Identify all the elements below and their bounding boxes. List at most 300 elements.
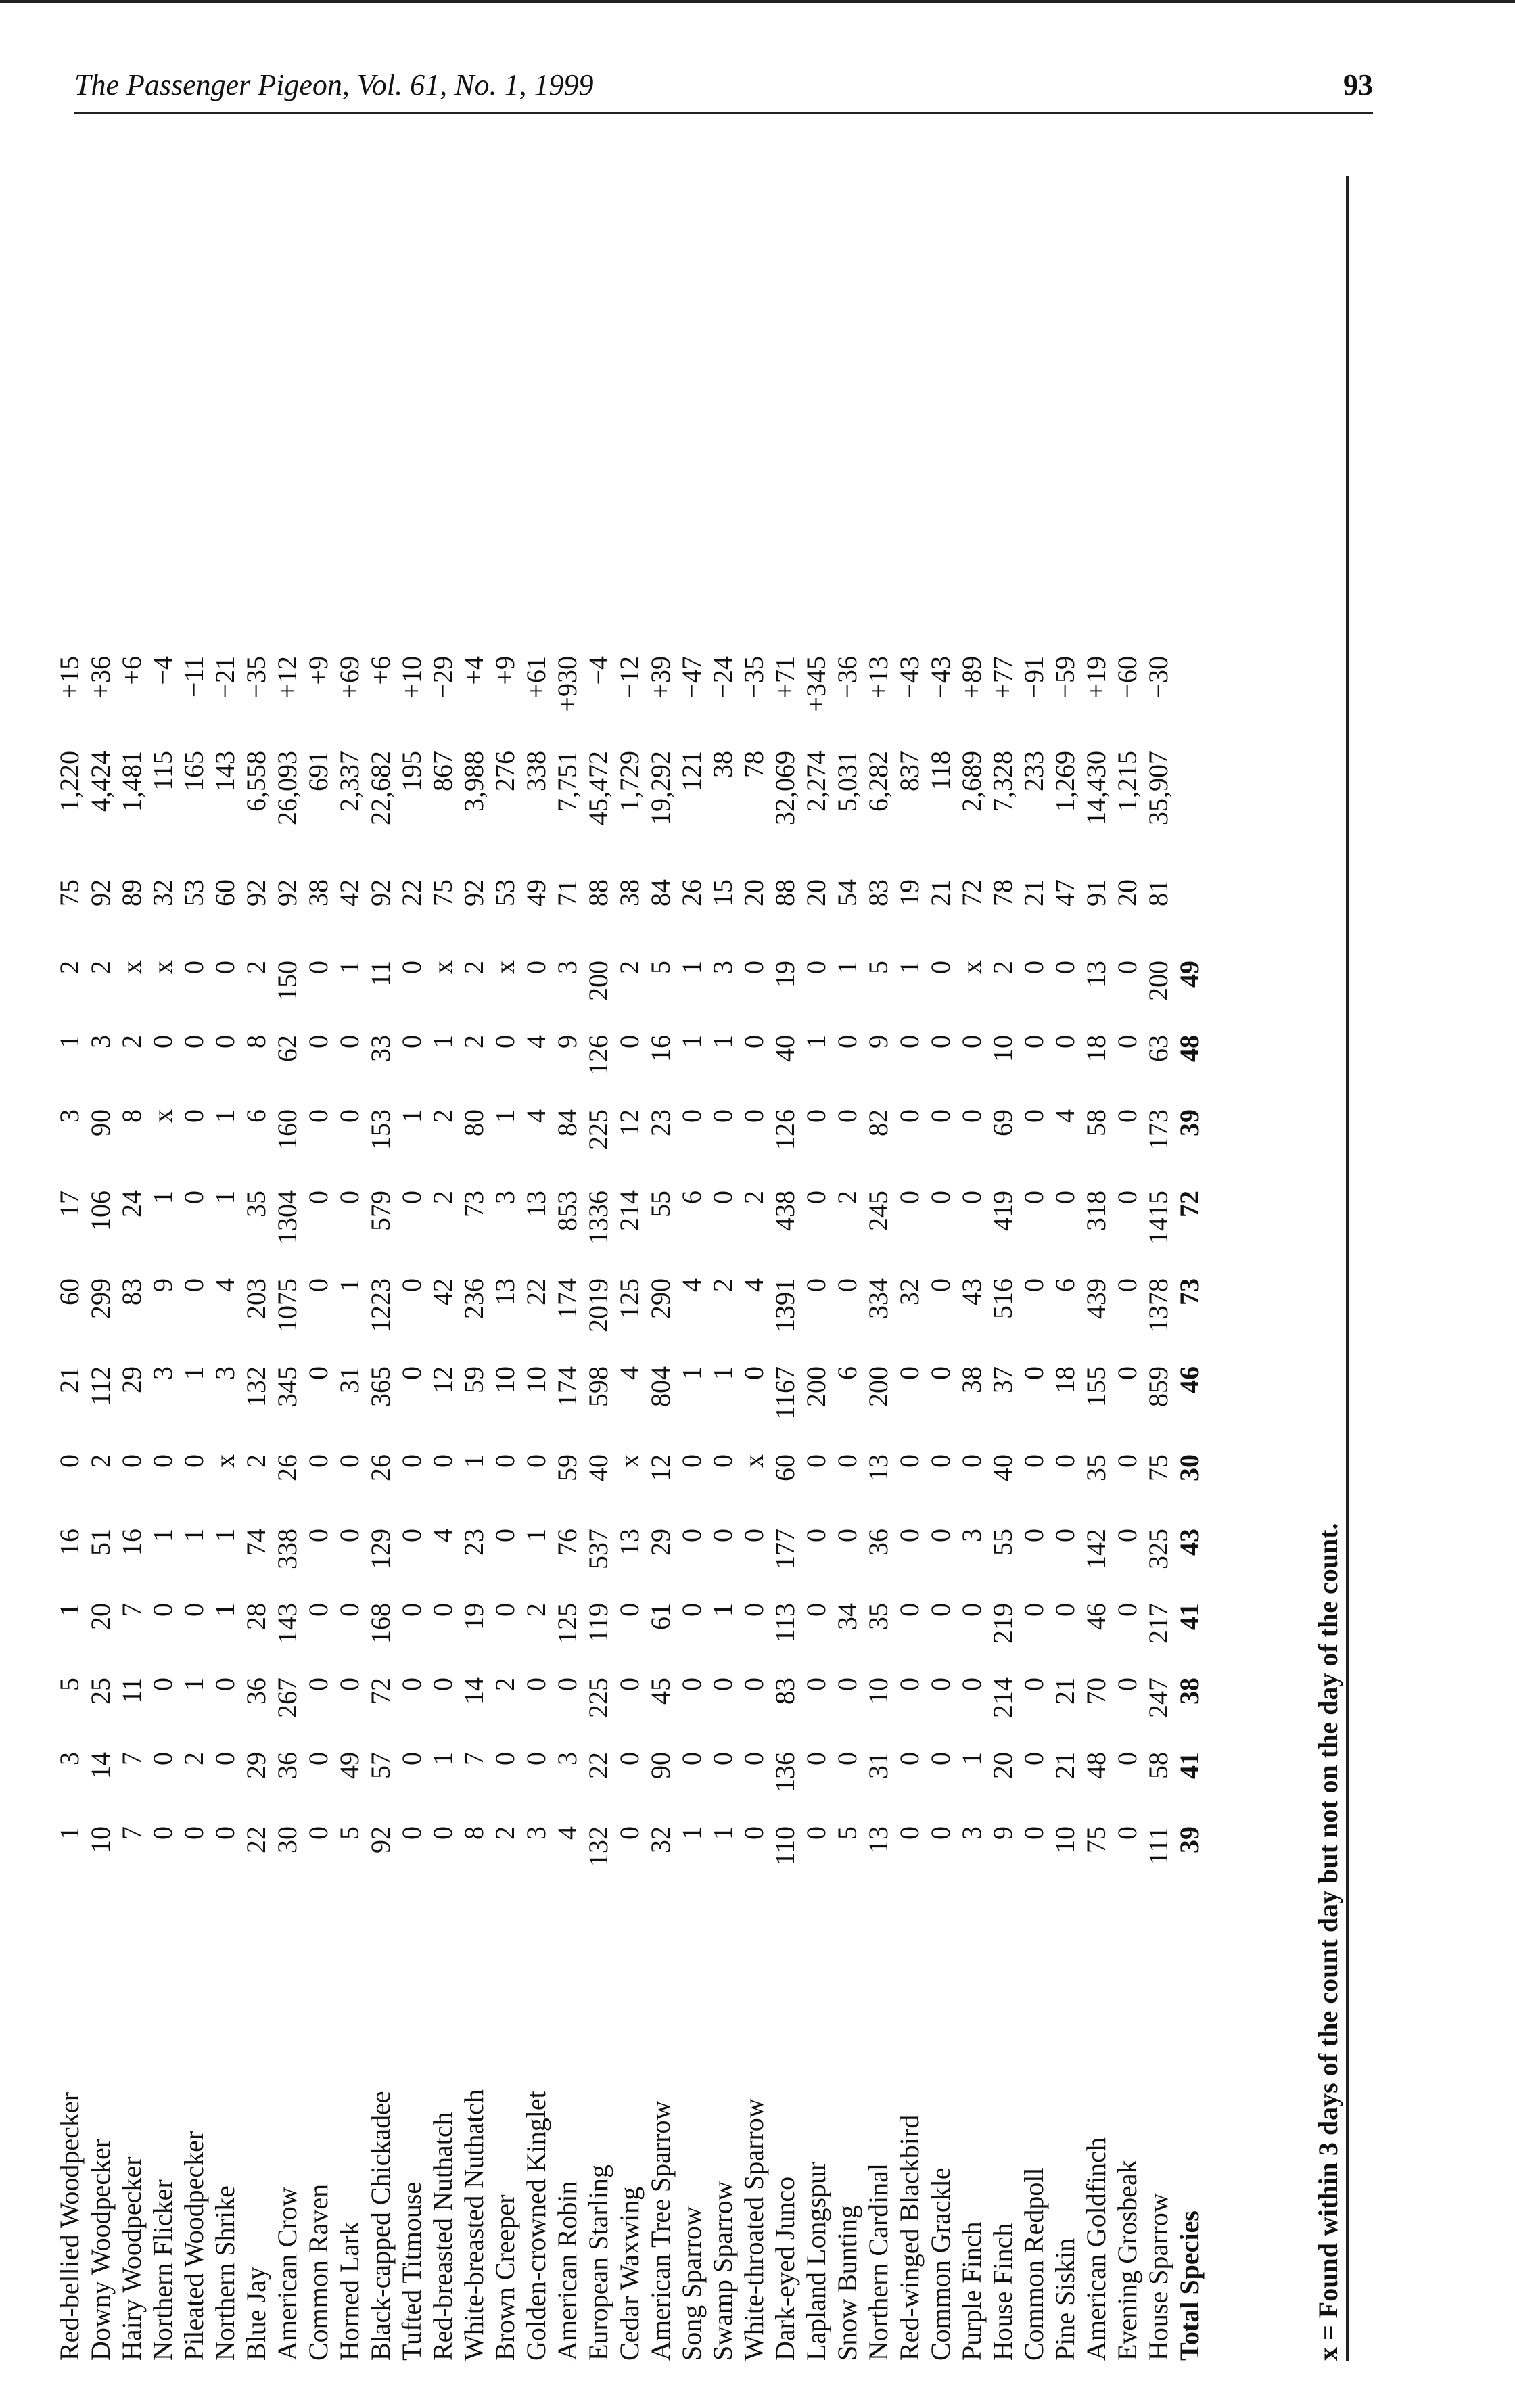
table-cell: 30: [1174, 1454, 1205, 1481]
table-cell: 14: [85, 1752, 116, 1779]
table-cell: 0: [552, 1677, 582, 1691]
table-cell: 2: [427, 1190, 458, 1204]
species-name: White-breasted Nuthatch: [459, 2089, 489, 2361]
table-cell: 38: [707, 751, 738, 778]
table-cell: 0: [303, 1677, 333, 1691]
table-cell: 84: [645, 879, 676, 906]
table-cell: 0: [147, 1603, 178, 1617]
table-cell: 61: [645, 1603, 676, 1630]
table-cell: 0: [334, 1035, 365, 1048]
table-cell: 125: [552, 1603, 582, 1644]
table-cell: 20: [85, 1603, 116, 1630]
table-row: [801, 176, 832, 2361]
table-cell: 18: [1081, 1035, 1111, 1062]
table-cell: 1,220: [54, 751, 85, 812]
table-cell: +930: [552, 656, 582, 712]
table-cell: 31: [334, 1366, 365, 1393]
table-cell: 537: [583, 1529, 613, 1569]
table-cell: 290: [645, 1278, 676, 1319]
table-cell: 0: [490, 1035, 520, 1048]
table-cell: +12: [272, 656, 302, 699]
table-cell: 0: [179, 1454, 209, 1468]
table-cell: 2: [832, 1190, 862, 1204]
table-cell: 20: [987, 1752, 1018, 1779]
species-name: Song Sparrow: [676, 2206, 707, 2361]
table-cell: 225: [583, 1677, 613, 1718]
bird-count-table: [54, 176, 1339, 2361]
table-cell: 46: [1081, 1603, 1111, 1630]
table-cell: 837: [894, 751, 925, 791]
table-row: [147, 176, 179, 2361]
table-row: [770, 176, 801, 2361]
table-cell: 3: [490, 1190, 520, 1204]
table-cell: 0: [303, 960, 333, 974]
table-cell: 0: [676, 1603, 707, 1617]
table-cell: 0: [676, 1529, 707, 1542]
table-cell: 233: [1019, 751, 1049, 791]
table-cell: 0: [1050, 1529, 1080, 1542]
table-row: [552, 176, 583, 2361]
table-cell: 22: [583, 1752, 613, 1779]
table-cell: 0: [147, 1454, 178, 1468]
table-cell: 236: [459, 1278, 489, 1319]
table-cell: 0: [739, 1752, 769, 1765]
table-cell: 0: [1112, 960, 1142, 974]
table-cell: 2019: [583, 1278, 613, 1333]
table-cell: 0: [832, 1529, 862, 1542]
table-cell: 0: [396, 1035, 427, 1048]
table-cell: 1391: [770, 1278, 800, 1333]
table-cell: 0: [1112, 1190, 1142, 1204]
table-cell: 0: [396, 1603, 427, 1617]
table-cell: 0: [801, 1109, 831, 1123]
table-cell: 10: [987, 1035, 1018, 1062]
table-cell: 1: [707, 1603, 738, 1617]
table-cell: 0: [925, 1035, 956, 1048]
table-cell: 0: [396, 1826, 427, 1840]
table-cell: 1: [707, 1826, 738, 1840]
table-cell: 0: [521, 960, 551, 974]
table-cell: 43: [956, 1278, 987, 1305]
table-cell: 0: [1112, 1454, 1142, 1468]
table-cell: 1: [179, 1677, 209, 1691]
table-cell: 83: [770, 1677, 800, 1705]
table-cell: 38: [303, 879, 333, 906]
table-cell: −47: [676, 656, 707, 699]
table-cell: 2: [459, 960, 489, 974]
species-name: American Crow: [272, 2187, 302, 2361]
table-cell: 36: [272, 1752, 302, 1779]
table-cell: 49: [521, 879, 551, 906]
table-cell: 0: [396, 1677, 427, 1691]
table-cell: 70: [1081, 1677, 1111, 1705]
table-cell: 195: [396, 751, 427, 791]
table-cell: 1223: [365, 1278, 396, 1333]
table-cell: 6: [1050, 1278, 1080, 1292]
table-cell: +345: [801, 656, 831, 712]
table-cell: 0: [707, 1752, 738, 1765]
table-cell: 0: [676, 1454, 707, 1468]
table-cell: 0: [303, 1826, 333, 1840]
table-cell: 0: [1019, 1603, 1049, 1617]
table-cell: 7,328: [987, 751, 1018, 812]
table-cell: 19: [459, 1603, 489, 1630]
species-name: House Sparrow: [1143, 2193, 1173, 2361]
table-cell: 0: [801, 1677, 831, 1691]
table-cell: 0: [801, 1752, 831, 1765]
table-cell: 0: [832, 1454, 862, 1468]
table-cell: 2: [490, 1677, 520, 1691]
table-cell: 334: [863, 1278, 893, 1319]
table-row: [85, 176, 116, 2361]
table-cell: 0: [1050, 1190, 1080, 1204]
table-row: [490, 176, 521, 2361]
table-cell: 76: [552, 1529, 582, 1556]
table-cell: 1: [54, 1826, 85, 1840]
table-cell: 89: [116, 879, 147, 906]
table-cell: 43: [1174, 1529, 1205, 1556]
table-cell: −60: [1112, 656, 1142, 699]
table-cell: 1: [490, 1109, 520, 1123]
table-cell: 2: [116, 1035, 147, 1048]
table-row: [272, 176, 303, 2361]
table-cell: 51: [85, 1529, 116, 1556]
table-cell: 598: [583, 1366, 613, 1407]
table-cell: x: [116, 960, 147, 974]
table-cell: x: [956, 960, 987, 974]
table-cell: x: [739, 1454, 769, 1468]
table-cell: 2: [54, 960, 85, 974]
species-name: Pileated Woodpecker: [179, 2131, 209, 2361]
table-row: [956, 176, 987, 2361]
table-cell: 1: [334, 1278, 365, 1292]
table-cell: 0: [179, 1190, 209, 1204]
table-cell: 1: [956, 1752, 987, 1765]
table-cell: 4: [521, 1109, 551, 1123]
species-name: American Robin: [552, 2181, 582, 2361]
table-cell: 0: [1019, 1366, 1049, 1380]
table-cell: 41: [1174, 1603, 1205, 1630]
table-cell: x: [427, 960, 458, 974]
table-cell: 0: [490, 1752, 520, 1765]
table-cell: 0: [427, 1454, 458, 1468]
table-cell: 0: [427, 1603, 458, 1617]
table-cell: 60: [210, 879, 240, 906]
table-cell: 0: [396, 1454, 427, 1468]
table-cell: 0: [1112, 1677, 1142, 1691]
table-cell: 28: [241, 1603, 271, 1630]
table-cell: 6,282: [863, 751, 893, 812]
species-name: Common Redpoll: [1019, 2167, 1049, 2361]
table-cell: 8: [116, 1109, 147, 1123]
table-cell: 0: [832, 1677, 862, 1691]
table-cell: 0: [1050, 1454, 1080, 1468]
journal-title: The Passenger Pigeon, Vol. 61, No. 1, 1999: [74, 68, 594, 101]
table-cell: 0: [956, 1603, 987, 1617]
table-cell: 0: [179, 1826, 209, 1840]
table-row: [1081, 176, 1112, 2361]
table-cell: 0: [956, 1454, 987, 1468]
table-cell: 516: [987, 1278, 1018, 1319]
table-cell: 2: [85, 1454, 116, 1468]
table-cell: 88: [770, 879, 800, 906]
table-cell: 5: [832, 1826, 862, 1840]
table-cell: 118: [925, 751, 956, 791]
table-cell: 9: [863, 1035, 893, 1048]
table-cell: 4: [521, 1035, 551, 1048]
table-cell: 0: [925, 1677, 956, 1691]
table-cell: 83: [863, 879, 893, 906]
table-cell: 11: [365, 960, 396, 987]
table-cell: 0: [894, 1677, 925, 1691]
table-cell: 74: [241, 1529, 271, 1556]
species-name: Downy Woodpecker: [85, 2138, 116, 2361]
table-cell: 3: [147, 1366, 178, 1380]
table-cell: 0: [894, 1366, 925, 1380]
table-cell: 9: [552, 1035, 582, 1048]
table-cell: +77: [987, 656, 1018, 699]
table-cell: 4: [614, 1366, 645, 1380]
table-cell: 2: [739, 1190, 769, 1204]
table-cell: 1: [676, 960, 707, 974]
species-name: Hairy Woodpecker: [116, 2156, 147, 2361]
table-cell: 22: [241, 1826, 271, 1853]
table-cell: 0: [894, 1190, 925, 1204]
table-cell: 42: [427, 1278, 458, 1305]
table-cell: 0: [707, 1454, 738, 1468]
table-row: [1143, 176, 1174, 2361]
table-cell: 177: [770, 1529, 800, 1569]
table-cell: 35: [863, 1603, 893, 1630]
table-cell: 0: [396, 1278, 427, 1292]
table-cell: x: [614, 1454, 645, 1468]
species-name: American Tree Sparrow: [645, 2100, 676, 2361]
table-cell: 32: [894, 1278, 925, 1305]
table-cell: −12: [614, 656, 645, 699]
table-cell: 1336: [583, 1190, 613, 1245]
table-cell: 40: [770, 1035, 800, 1062]
table-cell: 63: [1143, 1035, 1173, 1062]
table-cell: 200: [801, 1366, 831, 1407]
table-cell: 0: [925, 1190, 956, 1204]
table-cell: 92: [241, 879, 271, 906]
table-cell: 0: [1019, 960, 1049, 974]
table-cell: 1: [210, 1529, 240, 1542]
table-cell: 73: [459, 1190, 489, 1218]
table-cell: 59: [552, 1454, 582, 1481]
table-cell: 19,292: [645, 751, 676, 825]
table-cell: 338: [272, 1529, 302, 1569]
table-cell: 0: [676, 1752, 707, 1765]
table-cell: 0: [490, 1603, 520, 1617]
species-name: Total Species: [1174, 2210, 1205, 2361]
table-cell: 6: [676, 1190, 707, 1204]
table-cell: 214: [614, 1190, 645, 1231]
table-cell: 21: [1019, 879, 1049, 906]
table-cell: +89: [956, 656, 987, 699]
table-cell: 0: [739, 1603, 769, 1617]
table-cell: 0: [303, 1529, 333, 1542]
table-cell: 0: [334, 1603, 365, 1617]
table-cell: 1: [832, 960, 862, 974]
table-cell: 59: [459, 1366, 489, 1393]
table-cell: 0: [303, 1035, 333, 1048]
table-cell: 121: [676, 751, 707, 791]
table-cell: 3: [707, 960, 738, 974]
table-cell: 0: [147, 1677, 178, 1691]
table-cell: 69: [987, 1109, 1018, 1136]
table-cell: 73: [1174, 1278, 1205, 1305]
table-cell: 29: [116, 1366, 147, 1393]
table-cell: 9: [987, 1826, 1018, 1840]
table-cell: 0: [210, 1677, 240, 1691]
table-cell: 0: [832, 1035, 862, 1048]
species-name: Cedar Waxwing: [614, 2186, 645, 2361]
table-cell: 46: [1174, 1366, 1205, 1393]
table-row: [1019, 176, 1050, 2361]
table-cell: 267: [272, 1677, 302, 1718]
table-cell: 55: [645, 1190, 676, 1218]
table-cell: 60: [770, 1454, 800, 1481]
table-cell: 173: [1143, 1109, 1173, 1150]
table-cell: 1: [179, 1529, 209, 1542]
table-cell: 0: [676, 1109, 707, 1123]
table-cell: 32: [147, 879, 178, 906]
table-cell: 3,988: [459, 751, 489, 812]
table-cell: +69: [334, 656, 365, 699]
table-cell: 1304: [272, 1190, 302, 1245]
table-cell: 0: [1112, 1366, 1142, 1380]
table-cell: 0: [521, 1677, 551, 1691]
table-cell: 48: [1174, 1035, 1205, 1062]
table-cell: 4: [1050, 1109, 1080, 1123]
table-cell: 18: [1050, 1366, 1080, 1393]
species-name: Dark-eyed Junco: [770, 2176, 800, 2361]
table-cell: 3: [85, 1035, 116, 1048]
table-cell: 1: [427, 1752, 458, 1765]
table-cell: 0: [739, 1109, 769, 1123]
table-cell: 0: [832, 1109, 862, 1123]
table-cell: 3: [210, 1366, 240, 1380]
table-cell: 0: [956, 1109, 987, 1123]
table-cell: 115: [147, 751, 178, 791]
table-row: [54, 176, 85, 2361]
table-cell: 0: [739, 1677, 769, 1691]
table-cell: 0: [956, 1677, 987, 1691]
table-cell: 2: [241, 960, 271, 974]
table-cell: 0: [1019, 1035, 1049, 1048]
table-row: [676, 176, 707, 2361]
table-cell: 0: [1019, 1278, 1049, 1292]
table-cell: 2: [707, 1278, 738, 1292]
table-cell: 58: [1081, 1109, 1111, 1136]
table-cell: 0: [147, 1826, 178, 1840]
table-row: [241, 176, 272, 2361]
table-cell: 16: [645, 1035, 676, 1062]
table-cell: 2: [427, 1109, 458, 1123]
table-row: [459, 176, 490, 2361]
table-cell: 45,472: [583, 751, 613, 825]
table-cell: 12: [427, 1366, 458, 1393]
table-cell: 0: [54, 1454, 85, 1468]
table-cell: 0: [490, 1529, 520, 1542]
table-cell: 318: [1081, 1190, 1111, 1231]
table-cell: 23: [459, 1529, 489, 1556]
table-cell: +6: [116, 656, 147, 685]
table-cell: 804: [645, 1366, 676, 1407]
table-cell: 0: [925, 1454, 956, 1468]
table-cell: 13: [614, 1529, 645, 1556]
table-cell: 1: [54, 1603, 85, 1617]
table-cell: 439: [1081, 1278, 1111, 1319]
table-cell: 13: [521, 1190, 551, 1218]
table-cell: 0: [1112, 1752, 1142, 1765]
table-row: [396, 176, 427, 2361]
table-cell: 2: [521, 1603, 551, 1617]
table-cell: 132: [241, 1366, 271, 1407]
table-cell: 579: [365, 1190, 396, 1231]
table-cell: 7: [459, 1752, 489, 1765]
table-cell: 2: [459, 1035, 489, 1048]
table-cell: 5,031: [832, 751, 862, 812]
table-row: [1050, 176, 1081, 2361]
table-cell: 13: [863, 1454, 893, 1481]
table-cell: 1: [334, 960, 365, 974]
table-cell: 21: [1050, 1677, 1080, 1705]
table-cell: +15: [54, 656, 85, 699]
table-cell: +19: [1081, 656, 1111, 699]
table-cell: 90: [85, 1109, 116, 1136]
table-cell: 1: [801, 1035, 831, 1048]
species-name: Red-breasted Nuthatch: [427, 2112, 458, 2361]
table-cell: 0: [334, 1529, 365, 1542]
table-cell: x: [147, 1109, 178, 1123]
table-cell: 12: [614, 1109, 645, 1136]
table-cell: 276: [490, 751, 520, 791]
table-cell: 0: [614, 1752, 645, 1765]
table-cell: 48: [1081, 1752, 1111, 1779]
table-row: [645, 176, 676, 2361]
table-cell: 245: [863, 1190, 893, 1231]
table-cell: 0: [179, 1278, 209, 1292]
table-cell: 7: [116, 1752, 147, 1765]
table-cell: 0: [894, 1826, 925, 1840]
table-cell: 0: [739, 1529, 769, 1542]
table-cell: 1: [147, 1529, 178, 1542]
table-cell: 126: [770, 1109, 800, 1150]
table-cell: 0: [956, 1035, 987, 1048]
table-cell: 0: [1112, 1529, 1142, 1542]
table-cell: x: [147, 960, 178, 974]
table-cell: 0: [707, 1190, 738, 1204]
table-cell: 0: [1112, 1278, 1142, 1292]
table-cell: 0: [210, 1826, 240, 1840]
table-cell: 0: [210, 1752, 240, 1765]
table-cell: 0: [210, 960, 240, 974]
table-cell: 75: [1143, 1454, 1173, 1481]
table-cell: 0: [739, 1366, 769, 1380]
table-cell: 691: [303, 751, 333, 791]
table-cell: 10: [85, 1826, 116, 1853]
table-row: [303, 176, 334, 2361]
table-cell: x: [210, 1454, 240, 1468]
species-name: European Starling: [583, 2164, 613, 2361]
table-cell: 345: [272, 1366, 302, 1407]
table-cell: 853: [552, 1190, 582, 1231]
table-cell: 325: [1143, 1529, 1173, 1569]
table-cell: 0: [925, 1752, 956, 1765]
table-cell: 0: [334, 1677, 365, 1691]
